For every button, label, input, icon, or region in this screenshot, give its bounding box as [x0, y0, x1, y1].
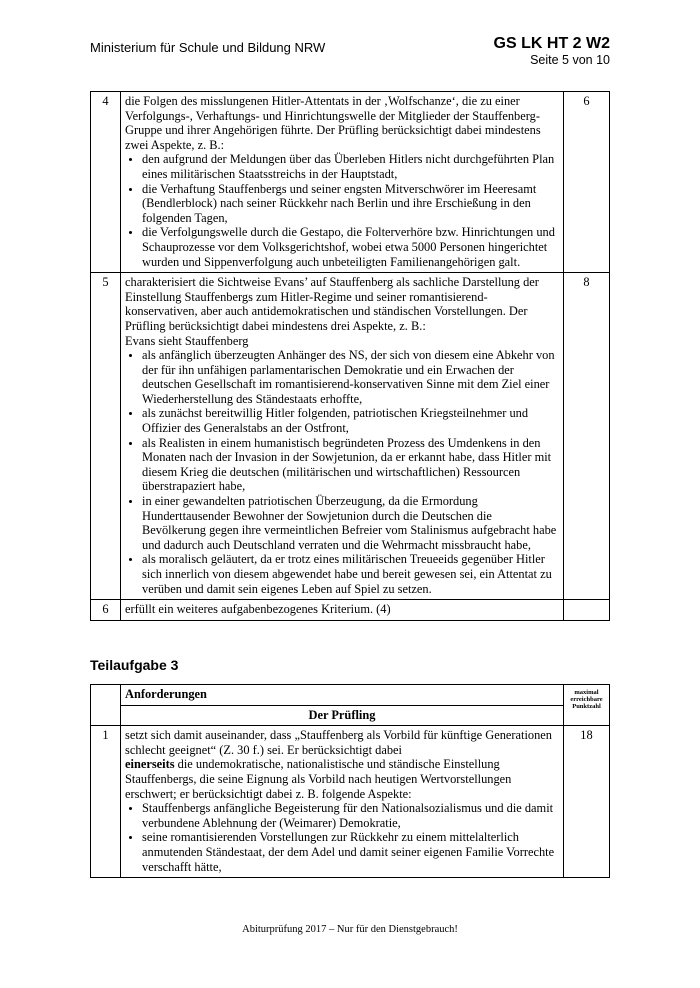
- list-item: • Stauffenbergs anfängliche Begeisterung für den Nationalsozialismus und die damit verbundene Ablehnung der (Weimarer) Demokratie,: [142, 801, 559, 830]
- criterion-text: [121, 726, 564, 878]
- section-title: Teilaufgabe 3: [90, 657, 179, 673]
- exam-code: GS LK HT 2 W2: [493, 35, 610, 52]
- page-footer: Abiturprüfung 2017 – Nur für den Dienstgebrauch!: [242, 924, 458, 935]
- aspect-list: [125, 152, 559, 269]
- table-row: [91, 273, 610, 600]
- criterion-number: 4: [91, 92, 121, 273]
- criterion-number: 1: [91, 726, 121, 878]
- criterion-text: erfüllt ein weiteres aufgabenbezogenes Kriterium. (4): [121, 600, 564, 621]
- criterion-points: 6: [564, 92, 610, 273]
- criteria-table-part2: [90, 91, 610, 621]
- list-item: • als zunächst bereitwillig Hitler folgenden, patriotischen Kriegsteilnehmer und Offizier des Generalstabs an der Ostfront,: [142, 406, 559, 435]
- criterion-points: 8: [564, 273, 610, 600]
- criterion-text: [121, 92, 564, 273]
- list-item: • als moralisch geläutert, da er trotz eines militärischen Treueeids gegenüber Hitler sich innerlich von diesem abgewendet habe und bereit gewesen sei, ein Attentat zu verüben und damit sein eigenes Leben auf Spiel zu setzen.: [142, 552, 559, 596]
- list-item: • als Realisten in einem humanistisch begründeten Prozess des Umdenkens in den Monaten nach der Invasion in der Sowjetunion, da er erkannt habe, dass Hitler mit diesem Krieg die deutschen (militärischen und wirtschaftlichen) Ressourcen überstrapaziert habe,: [142, 436, 559, 494]
- table-row: [91, 92, 610, 273]
- list-item: • als anfänglich überzeugten Anhänger des NS, der sich von diesem eine Abkehr von der für ihn unfähigen parlamentarischen Demokratie und ein Erwachen der deutschen Gesellschaft im romantisierend-konservativen Sinne mit dem Ziel einer Wiederherstellung des Ständestaats erhoffte,: [142, 348, 559, 406]
- ministry-name: Ministerium für Schule und Bildung NRW: [90, 40, 326, 55]
- emphasis-einerseits: einerseits: [125, 757, 175, 772]
- aspect-list: [125, 348, 559, 596]
- criterion-intro: charakterisiert die Sichtweise Evans’ auf Stauffenberg als sachliche Darstellung der Einstellung Stauffenbergs zum Hitler-Regime und seiner romantisierend-konservativen, aber auch antidemokratischen und ständischen Vorstellungen. Der Prüfling berücksichtigt dabei mindestens drei Aspekte, z. B.:: [125, 275, 539, 333]
- list-item: • seine romantisierenden Vorstellungen zur Rückkehr zu einem mittelalterlich anmutenden Ständestaat, der dem Adel und damit seiner eigenen Familie Vorrechte verschafft hätte,: [142, 830, 559, 874]
- criterion-text: [121, 273, 564, 600]
- empty-header-cell: [91, 685, 121, 726]
- header-max-points: maximal erreichbare Punktzahl: [564, 685, 610, 726]
- criterion-intro: setzt sich damit auseinander, dass „Stauffenberg als Vorbild für künftige Generationen schlecht geeignet“ (Z. 30 f.) sei. Er berücksichtigt dabei: [125, 728, 552, 757]
- criterion-points: 18: [564, 726, 610, 878]
- criterion-continuation: [125, 757, 559, 801]
- criterion-points: [564, 600, 610, 621]
- list-item: • die Verfolgungswelle durch die Gestapo, die Folterverhöre bzw. Hinrichtungen und Schauprozesse vor dem Volksgerichtshof, wobei etwa 5000 Personen hingerichtet wurden und Sippenverfolgung auch unbeteiligten Familienangehörigen galt.: [142, 225, 559, 269]
- list-item: • den aufgrund der Meldungen über das Überleben Hitlers nicht durchgeführten Plan eines militärischen Staatsstreichs in der Hauptstadt,: [142, 152, 559, 181]
- criteria-table-part3: [90, 684, 610, 878]
- table-row: [91, 600, 610, 621]
- header-anforderungen: Anforderungen: [121, 685, 564, 706]
- criterion-number: 6: [91, 600, 121, 621]
- header-pruefling: Der Prüfling: [121, 705, 564, 726]
- list-item: • die Verhaftung Stauffenbergs und seiner engsten Mitverschwörer im Heeresamt (Bendlerblock) nach seiner Rückkehr nach Berlin und ihre Erschießung in den folgenden Tagen,: [142, 182, 559, 226]
- document-header: [494, 34, 610, 68]
- criterion-number: 5: [91, 273, 121, 600]
- table-row: [91, 726, 610, 878]
- criterion-subheading: Evans sieht Stauffenberg: [125, 333, 249, 348]
- table-header-row: [91, 705, 610, 726]
- criterion-intro: die Folgen des misslungenen Hitler-Attentats in der ‚Wolfschanze‘, die zu einer Verfolgungs-, Verhaftungs- und Hinrichtungswelle der Mitglieder der Stauffenberg-Gruppe und ihrer Angehörigen führte. Der Prüfling berücksichtigt dabei mindestens zwei Aspekte, z. B.:: [125, 94, 541, 152]
- page-number: Seite 5 von 10: [530, 53, 610, 67]
- table-header-row: [91, 685, 610, 706]
- list-item: • in einer gewandelten patriotischen Überzeugung, da die Ermordung Hunderttausender Bewohner der Sowjetunion durch die Deutschen die Bevölkerung gegen ihre vermeintlichen Befreier vom Stalinismus aufgebracht habe und dadurch auch Deutschland verraten und die Wehrmacht missbraucht habe,: [142, 494, 559, 552]
- criterion-continuation-text: die undemokratische, nationalistische und ständische Einstellung Stauffenbergs, die seine Eignung als Vorbild nach heutigen Wertvorstellungen erschwert; er berücksichtigt dabei z. B. folgende Aspekte:: [125, 757, 512, 801]
- aspect-list: [125, 801, 559, 874]
